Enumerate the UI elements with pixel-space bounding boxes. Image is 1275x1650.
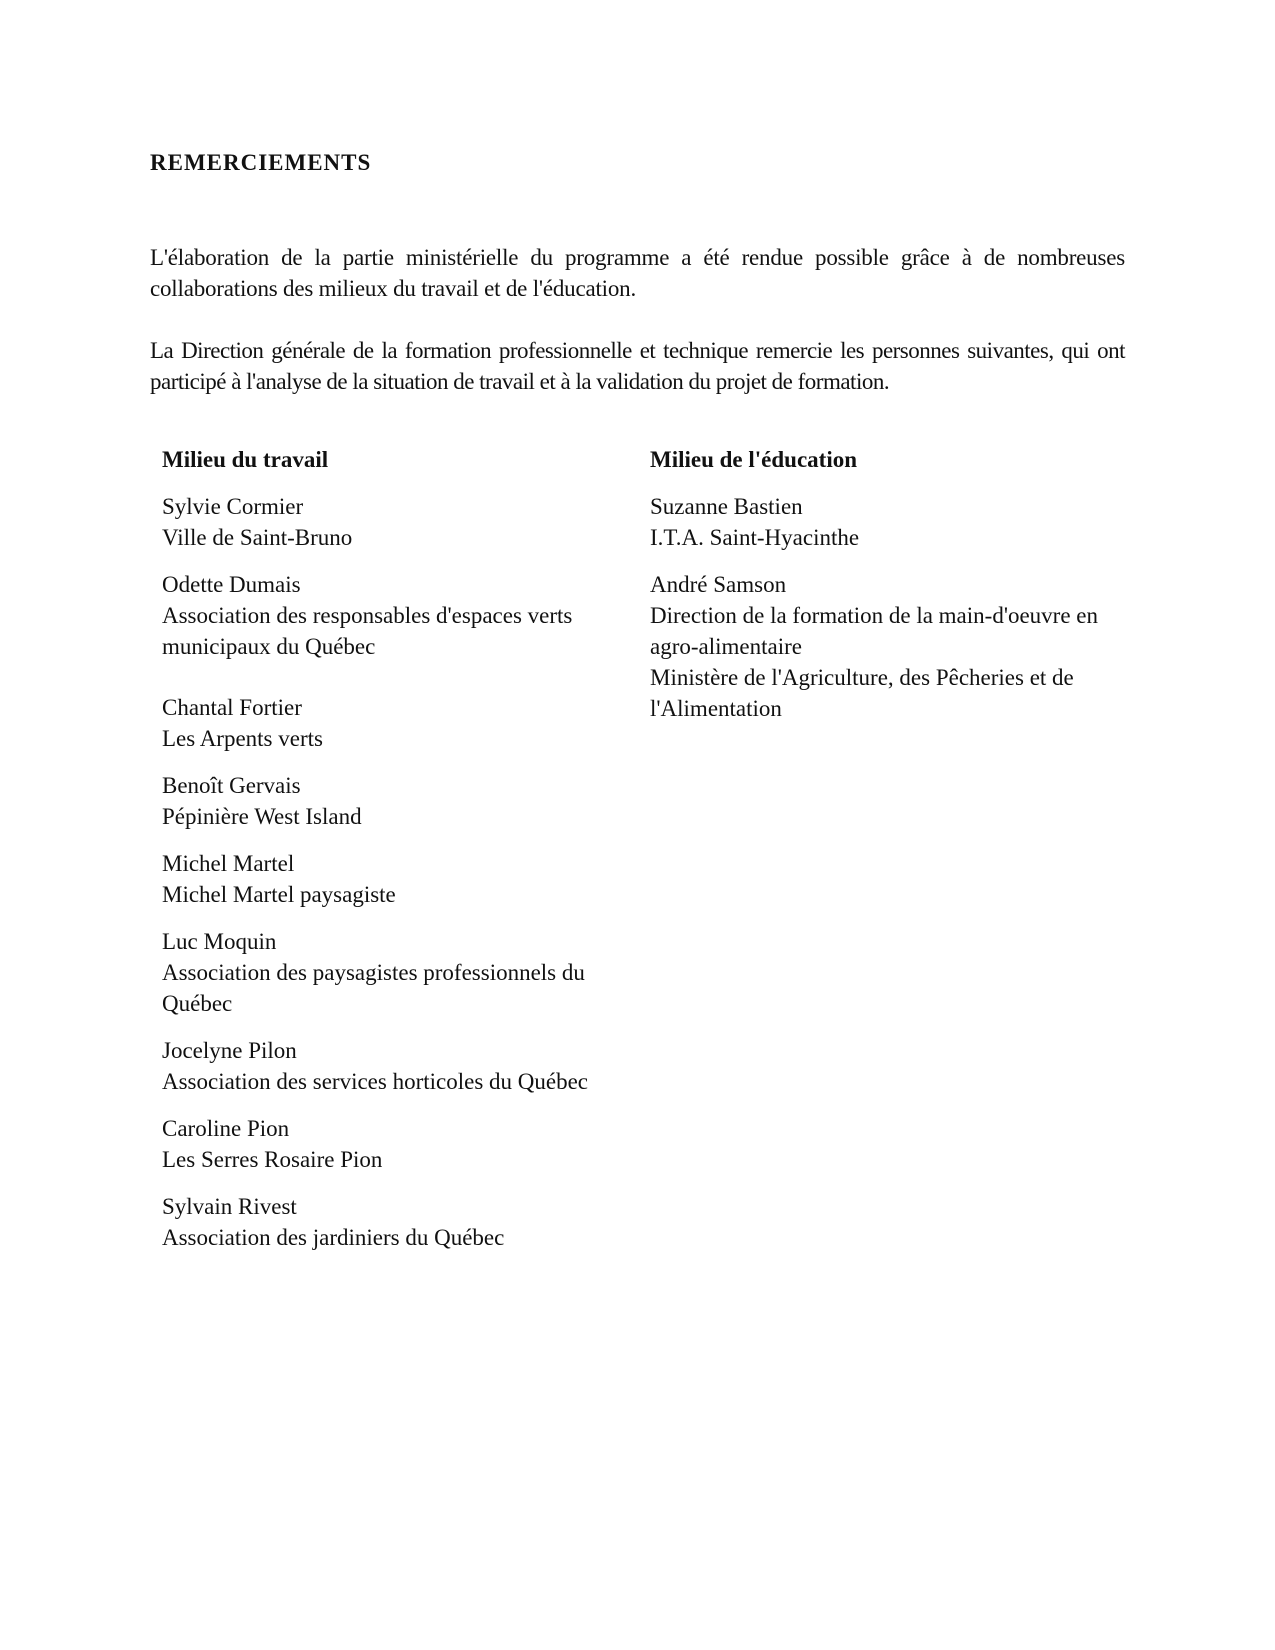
list-item xyxy=(650,569,1120,724)
work-column-title: Milieu du travail xyxy=(162,447,329,472)
person-name: Odette Dumais xyxy=(162,572,301,597)
education-column xyxy=(650,444,1120,740)
person-organization: Les Serres Rosaire Pion xyxy=(162,1147,383,1172)
list-item xyxy=(162,692,622,754)
education-column-title: Milieu de l'éducation xyxy=(650,447,857,472)
person-organization: Association des paysagistes professionnels du Québec xyxy=(162,960,585,1016)
person-organization: Michel Martel paysagiste xyxy=(162,882,396,907)
person-organization: Les Arpents verts xyxy=(162,726,323,751)
person-name: Benoît Gervais xyxy=(162,773,301,798)
person-ministry: Ministère de l'Agriculture, des Pêcheries et de l'Alimentation xyxy=(650,665,1074,721)
person-name: Caroline Pion xyxy=(162,1116,290,1141)
list-item xyxy=(162,1191,622,1253)
person-name: Luc Moquin xyxy=(162,929,277,954)
list-item xyxy=(162,1113,622,1175)
list-item xyxy=(162,1035,622,1097)
list-item xyxy=(162,770,622,832)
intro-paragraph: L'élaboration de la partie ministérielle du programme a été rendue possible grâce à de nombreuses collaborations des milieux du travail et de l'éducation. xyxy=(150,245,1125,301)
person-name: Sylvain Rivest xyxy=(162,1194,297,1219)
person-name: Sylvie Cormier xyxy=(162,494,304,519)
person-name: Suzanne Bastien xyxy=(650,494,803,519)
page-title: REMERCIEMENTS xyxy=(150,150,372,175)
person-organization: Pépinière West Island xyxy=(162,804,362,829)
list-item xyxy=(162,926,622,1019)
list-item xyxy=(650,491,1120,553)
person-organization: Direction de la formation de la main-d'oeuvre en agro-alimentaire xyxy=(650,603,1098,659)
person-organization: Ville de Saint-Bruno xyxy=(162,525,353,550)
work-column xyxy=(162,444,622,1269)
list-item xyxy=(162,491,622,553)
list-item xyxy=(162,848,622,910)
thanks-paragraph: La Direction générale de la formation professionnelle et technique remercie les personnes suivantes, qui ont participé à l'analyse de la situation de travail et à la validation du projet de formation. xyxy=(150,338,1125,394)
person-name: Jocelyne Pilon xyxy=(162,1038,297,1063)
person-organization: Association des services horticoles du Québec xyxy=(162,1069,589,1094)
person-name: André Samson xyxy=(650,572,787,597)
person-organization: Association des jardiniers du Québec xyxy=(162,1225,505,1250)
list-item xyxy=(162,569,622,662)
person-name: Michel Martel xyxy=(162,851,295,876)
person-name: Chantal Fortier xyxy=(162,695,302,720)
person-organization: Association des responsables d'espaces verts municipaux du Québec xyxy=(162,603,573,659)
person-organization: I.T.A. Saint-Hyacinthe xyxy=(650,525,860,550)
